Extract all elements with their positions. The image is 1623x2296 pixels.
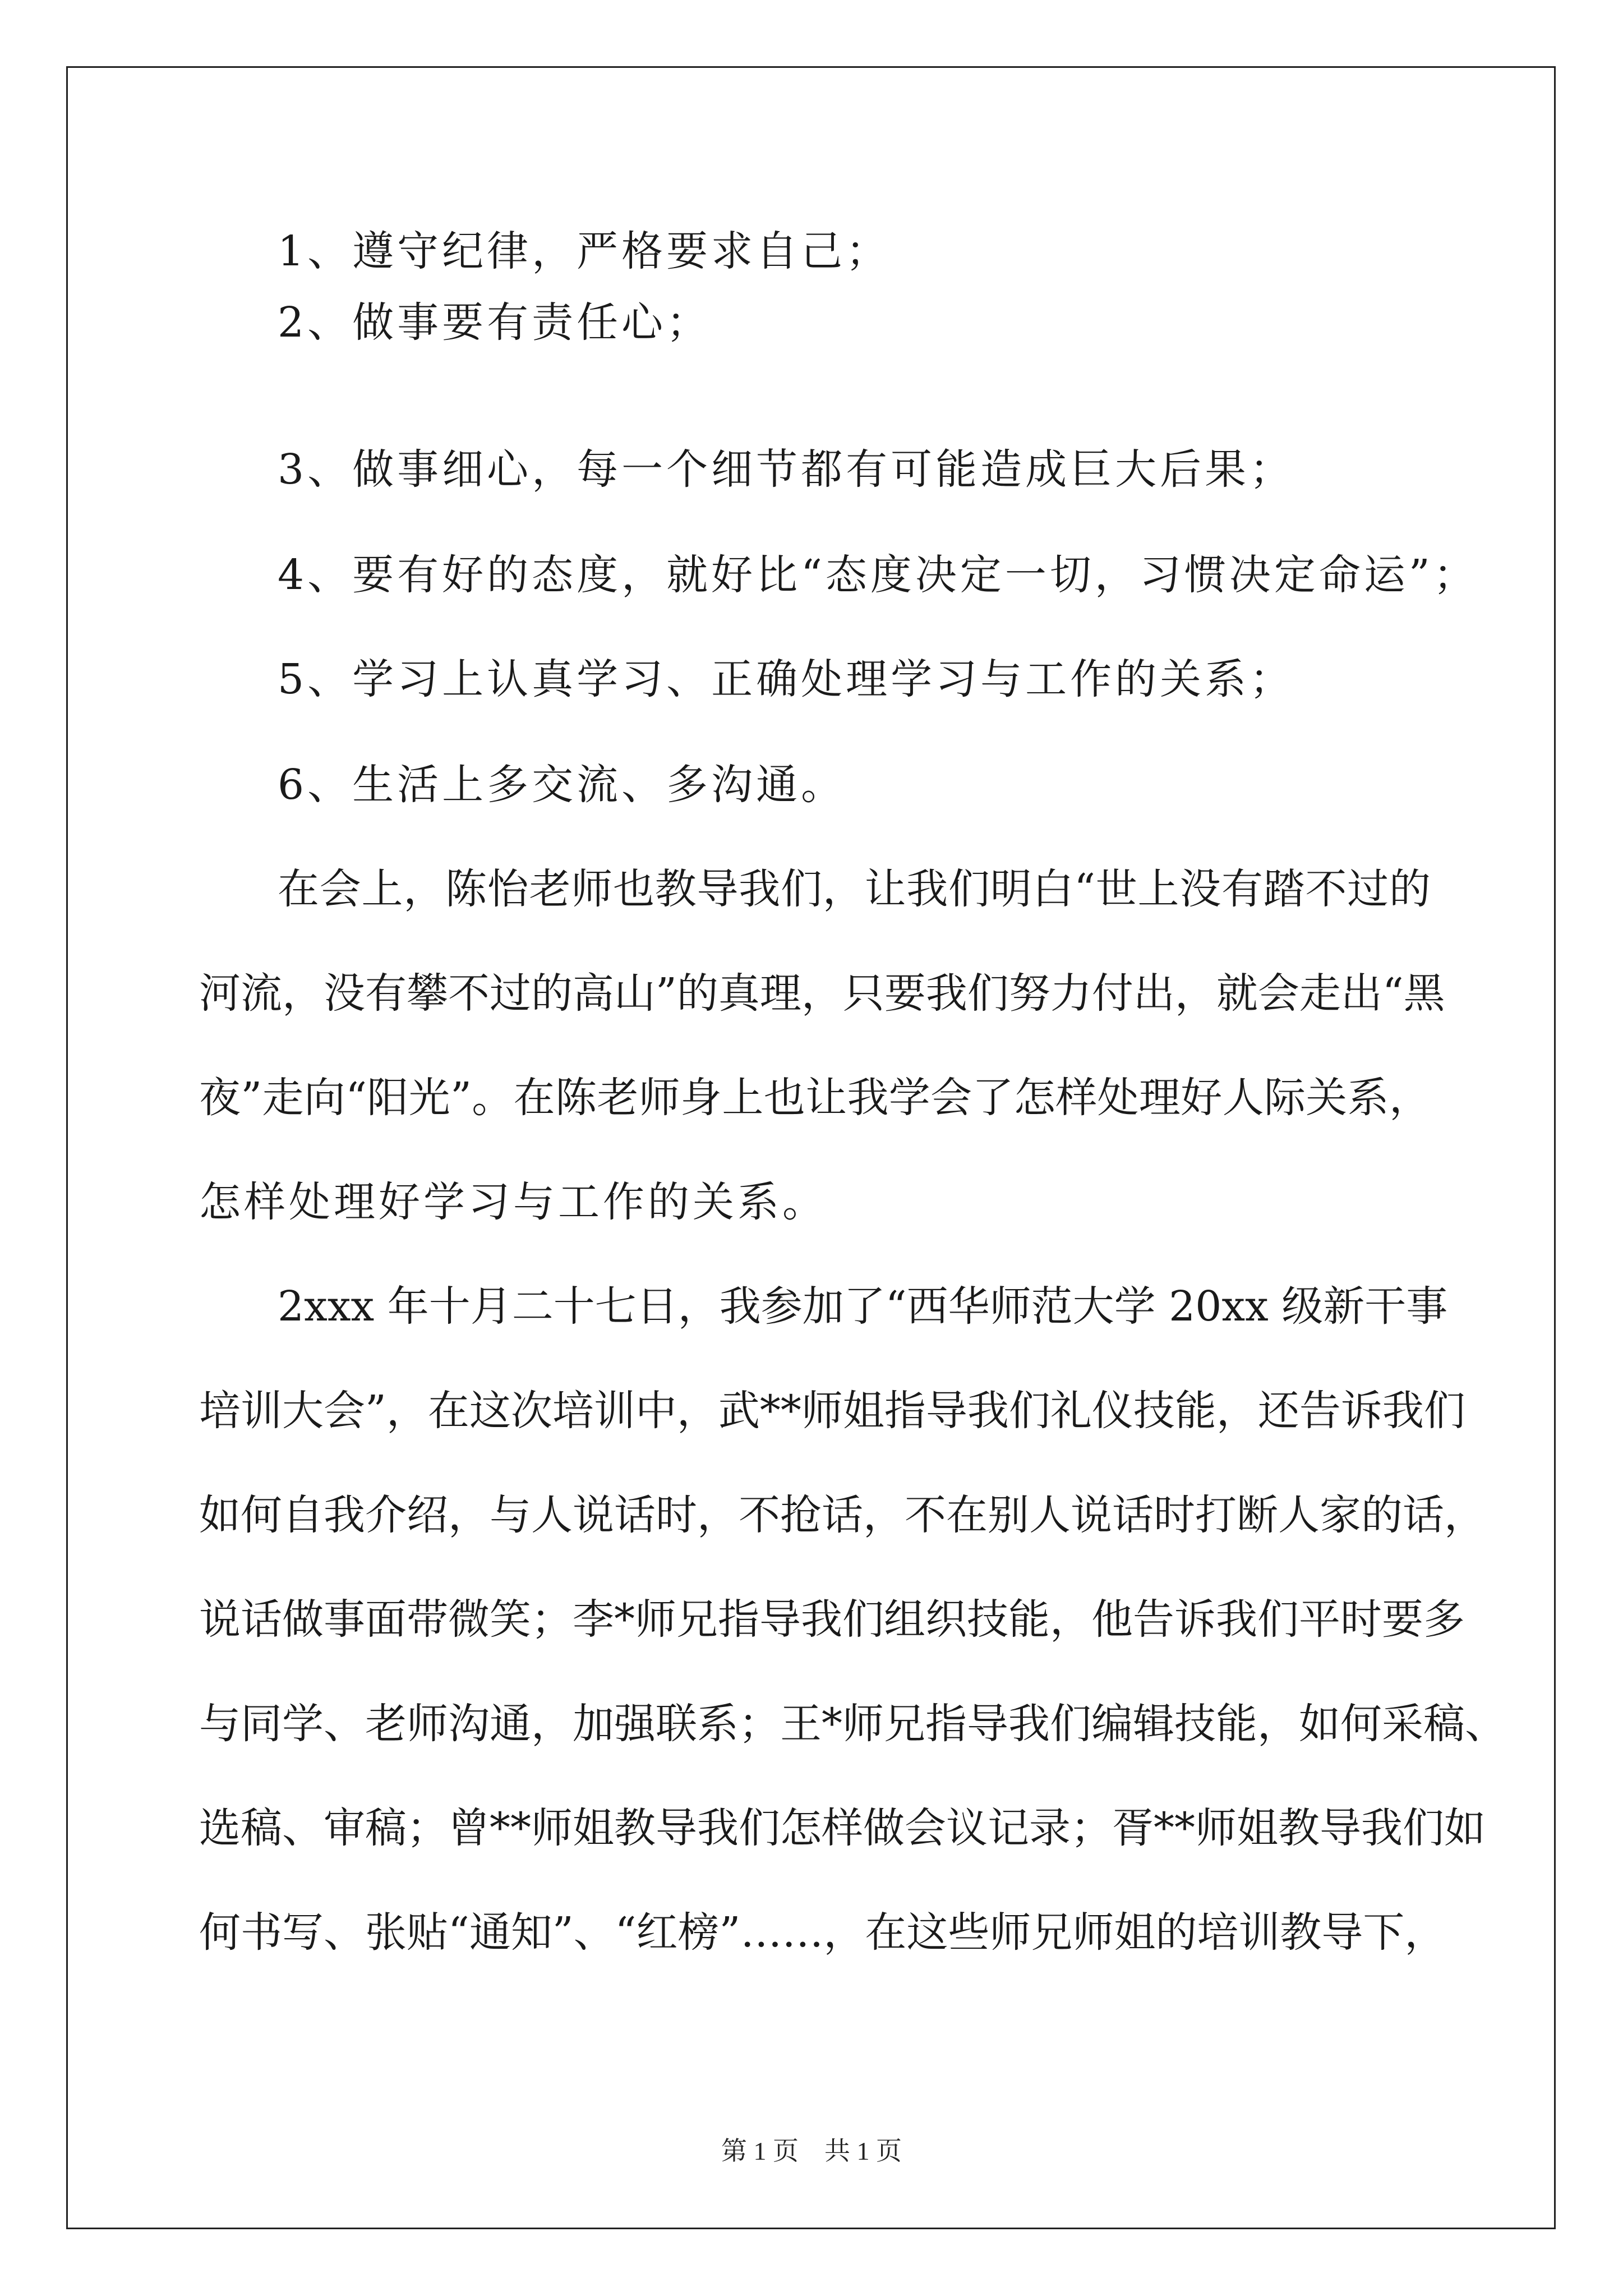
paragraph-line: 何书写、张贴“通知”、“红榜”……，在这些师兄师姐的培训教导下， — [199, 1908, 1446, 1957]
list-item: 2、做事要有责任心； — [278, 298, 712, 347]
paragraph-line: 说话做事面带微笑；李*师兄指导我们组织技能，他告诉我们平时要多 — [199, 1595, 1465, 1644]
paragraph-line: 河流，没有攀不过的高山”的真理，只要我们努力付出，就会走出“黑 — [199, 969, 1445, 1018]
paragraph-line: 与同学、老师沟通，加强联系；王*师兄指导我们编辑技能，如何采稿、 — [199, 1700, 1506, 1748]
paragraph-line: 选稿、审稿；曾**师姐教导我们怎样做会议记录；胥**师姐教导我们如 — [199, 1804, 1486, 1852]
paragraph-line: 如何自我介绍，与人说话时，不抢话，不在别人说话时打断人家的话， — [199, 1491, 1486, 1539]
paragraph-line: 2xxx 年十月二十七日，我参加了“西华师范大学 20xx 级新干事 — [278, 1282, 1448, 1331]
list-item: 6、生活上多交流、多沟通。 — [278, 761, 846, 809]
paragraph-line: 在会上，陈怡老师也教导我们，让我们明白“世上没有踏不过的 — [278, 865, 1431, 913]
paragraph-line: 夜”走向“阳光”。在陈老师身上也让我学会了怎样处理好人际关系， — [199, 1074, 1431, 1122]
page-border — [66, 66, 1556, 2229]
paragraph-line: 培训大会”，在这次培训中，武**师姐指导我们礼仪技能，还告诉我们 — [199, 1387, 1465, 1435]
list-item: 1、遵守纪律，严格要求自己； — [278, 227, 891, 275]
list-item: 3、做事细心，每一个细节都有可能造成巨大后果； — [278, 445, 1295, 494]
list-item: 4、要有好的态度，就好比“态度决定一切，习惯决定命运”； — [278, 551, 1478, 599]
page-footer: 第 1 页 共 1 页 — [721, 2137, 902, 2165]
paragraph-line: 怎样处理好学习与工作的关系。 — [199, 1178, 827, 1226]
list-item: 5、学习上认真学习、正确处理学习与工作的关系； — [278, 655, 1295, 703]
